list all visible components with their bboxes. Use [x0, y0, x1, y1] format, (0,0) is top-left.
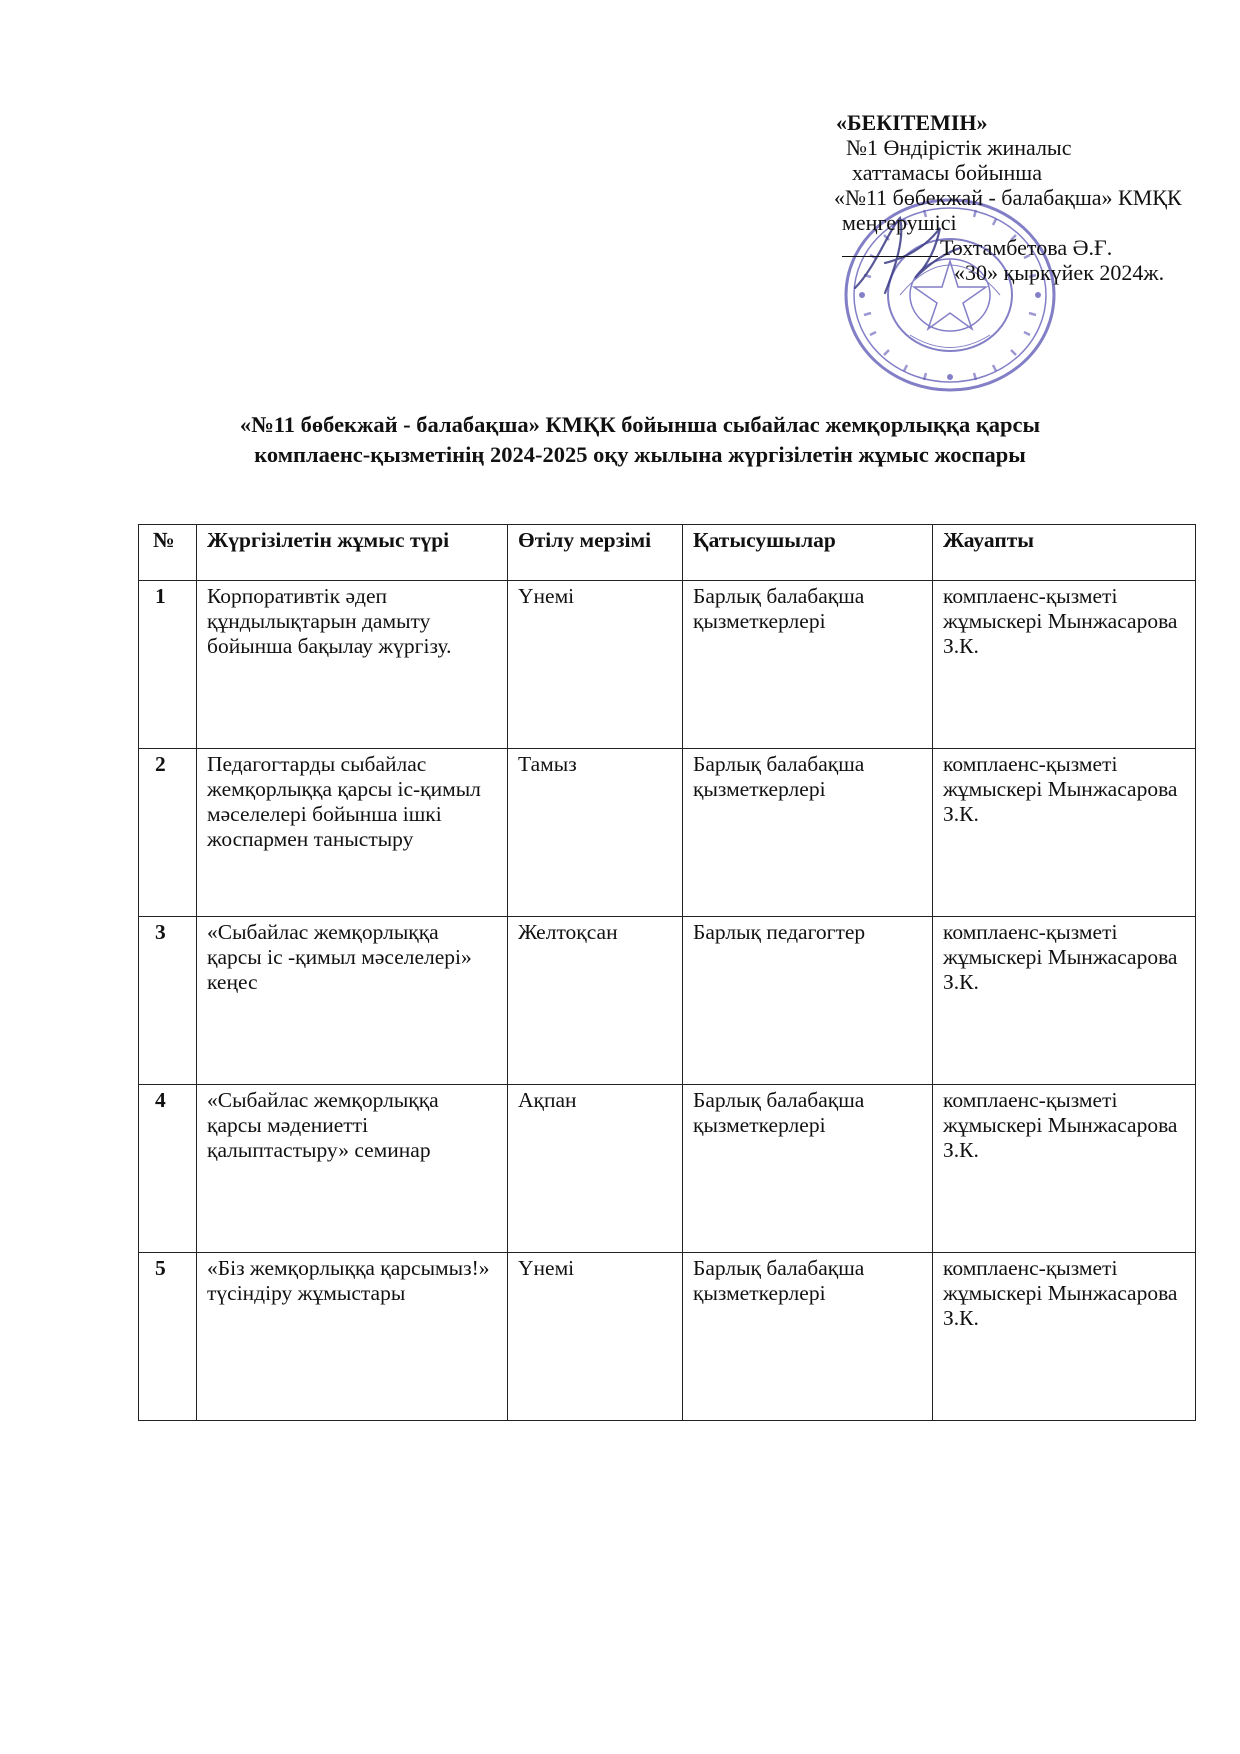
cell-term: Ақпан: [508, 1085, 683, 1253]
cell-participants: Барлық балабақша қызметкерлері: [683, 1253, 933, 1421]
approval-signature-line: [836, 235, 1231, 260]
cell-work: Корпоративтік әдеп құндылықтарын дамыту бойынша бақылау жүргізу.: [197, 581, 508, 749]
cell-term: Желтоқсан: [508, 917, 683, 1085]
header-term: Өтілу мерзімі: [508, 525, 683, 581]
approval-block: [836, 110, 1231, 285]
cell-responsible: комплаенс-қызметі жұмыскері Мынжасарова З.К.: [933, 1085, 1196, 1253]
table-row: [139, 917, 1196, 1085]
cell-responsible: комплаенс-қызметі жұмыскері Мынжасарова З.К.: [933, 917, 1196, 1085]
document-heading: [140, 410, 1140, 470]
cell-number: 5: [139, 1253, 197, 1421]
approval-protocol: №1 Өндірістік жиналыс: [846, 135, 1072, 160]
header-work-type: Жүргізілетін жұмыс түрі: [197, 525, 508, 581]
cell-participants: Барлық балабақша қызметкерлері: [683, 581, 933, 749]
cell-responsible: комплаенс-қызметі жұмыскері Мынжасарова З.К.: [933, 581, 1196, 749]
work-plan-table: [138, 524, 1196, 1421]
approval-date: «30» қыркүйек 2024ж.: [954, 260, 1165, 285]
cell-responsible: комплаенс-қызметі жұмыскері Мынжасарова З.К.: [933, 749, 1196, 917]
table-row: [139, 581, 1196, 749]
cell-work: «Сыбайлас жемқорлыққа қарсы іс -қимыл мәселелері» кеңес: [197, 917, 508, 1085]
cell-participants: Барлық балабақша қызметкерлері: [683, 1085, 933, 1253]
approval-name: Тохтамбетова Ә.Ғ.: [940, 235, 1113, 260]
heading-line-2: комплаенс-қызметінің 2024-2025 оқу жылына жүргізілетін жұмыс жоспары: [254, 442, 1026, 467]
cell-term: Тамыз: [508, 749, 683, 917]
cell-number: 2: [139, 749, 197, 917]
table-header-row: [139, 525, 1196, 581]
cell-term: Үнемі: [508, 581, 683, 749]
cell-work: «Сыбайлас жемқорлыққа қарсы мәдениетті қалыптастыру» семинар: [197, 1085, 508, 1253]
signature-underline: [842, 256, 938, 257]
cell-number: 1: [139, 581, 197, 749]
approval-organization: «№11 бөбекжай - балабақша» КМҚК: [834, 185, 1182, 210]
cell-work: Педагогтарды сыбайлас жемқорлыққа қарсы іс-қимыл мәселелері бойынша ішкі жоспармен таныстыру: [197, 749, 508, 917]
header-number: №: [139, 525, 197, 581]
cell-participants: Барлық педагогтер: [683, 917, 933, 1085]
approval-position: меңгерушісі: [842, 210, 957, 235]
approval-protocol-basis: хаттамасы бойынша: [852, 160, 1042, 185]
header-responsible: Жауапты: [933, 525, 1196, 581]
cell-work: «Біз жемқорлыққа қарсымыз!» түсіндіру жұмыстары: [197, 1253, 508, 1421]
cell-term: Үнемі: [508, 1253, 683, 1421]
heading-line-1: «№11 бөбекжай - балабақша» КМҚК бойынша сыбайлас жемқорлыққа қарсы: [239, 412, 1041, 437]
approval-title: «БЕКІТЕМІН»: [836, 110, 988, 135]
cell-number: 4: [139, 1085, 197, 1253]
cell-number: 3: [139, 917, 197, 1085]
table-row: [139, 1253, 1196, 1421]
cell-participants: Барлық балабақша қызметкерлері: [683, 749, 933, 917]
header-participants: Қатысушылар: [683, 525, 933, 581]
table-row: [139, 1085, 1196, 1253]
table-row: [139, 749, 1196, 917]
cell-responsible: комплаенс-қызметі жұмыскері Мынжасарова З.К.: [933, 1253, 1196, 1421]
